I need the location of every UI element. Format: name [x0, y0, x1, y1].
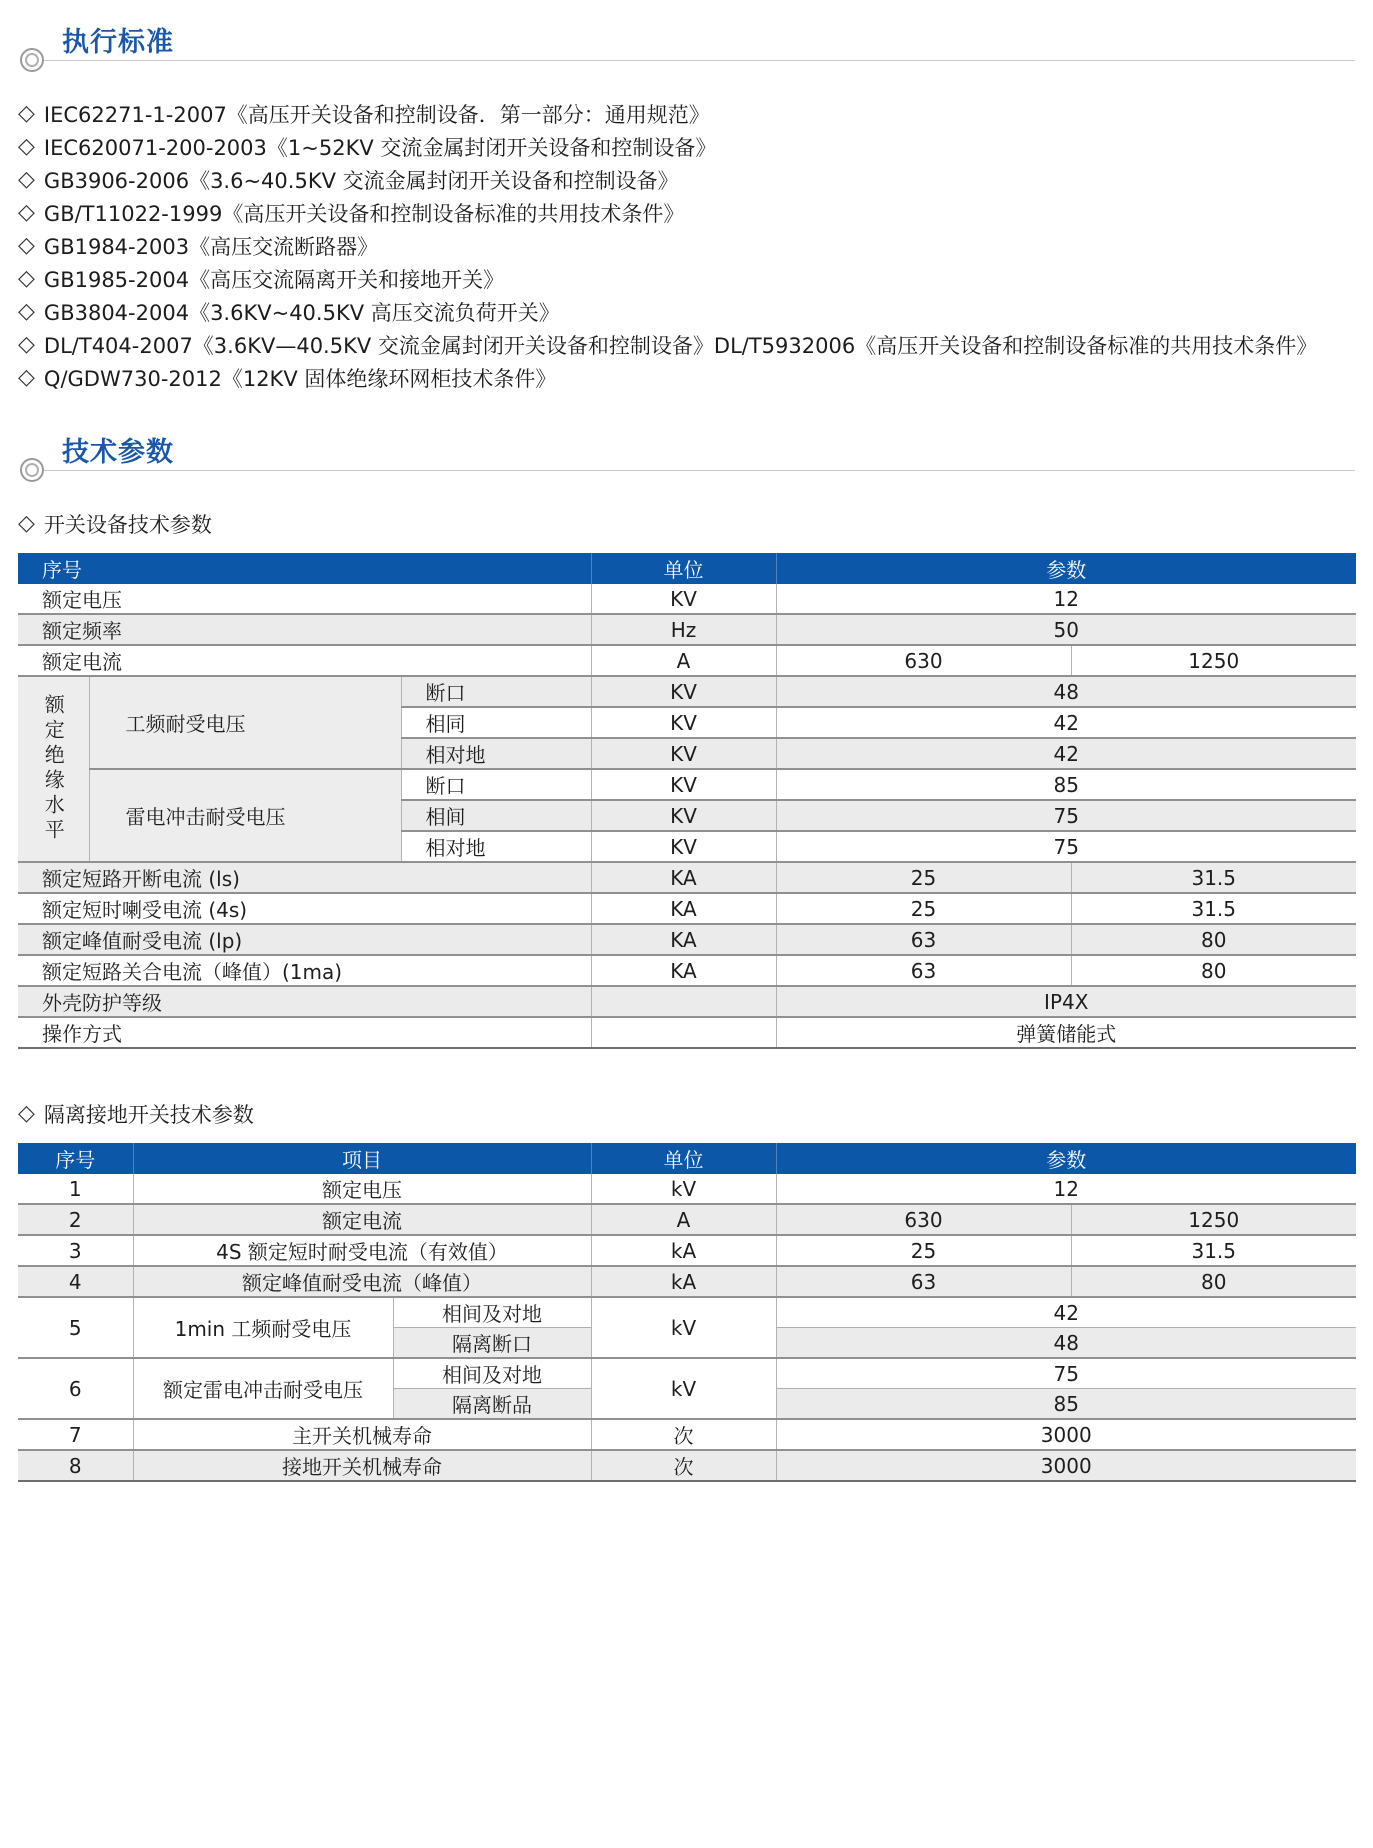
table-row: [18, 986, 1356, 1017]
list-item: [18, 229, 1355, 262]
cell-sub-item: 相间及对地: [393, 1358, 591, 1389]
standard-text: Q/GDW730-2012《12KV 固体绝缘环网柜技术条件》: [43, 366, 557, 391]
cell-label: 额定短时喇受电流 (4s): [18, 893, 591, 924]
cell-no: 1: [68, 1176, 82, 1201]
cell-unit: kA: [591, 1266, 776, 1297]
cell-unit: kV: [591, 1358, 776, 1419]
diamond-bullet-icon: ◇: [18, 265, 35, 291]
vertical-label: 额定绝缘水平: [41, 694, 66, 844]
list-item: [18, 262, 1355, 295]
list-item: [18, 328, 1355, 361]
standard-text: GB1985-2004《高压交流隔离开关和接地开关》: [43, 267, 505, 292]
cell-unit: KV: [591, 676, 776, 707]
cell-value: 630: [776, 645, 1071, 676]
cell-label: 额定频率: [18, 614, 591, 645]
table-row: [18, 1450, 1356, 1481]
cell-item: 4S 额定短时耐受电流（有效值）: [133, 1235, 591, 1266]
cell-label: 额定短路开断电流 (ls): [18, 862, 591, 893]
cell-label: 操作方式: [18, 1017, 591, 1048]
table-row: [18, 676, 1356, 707]
cell-item: 接地开关机械寿命: [133, 1450, 591, 1481]
cell-unit: 次: [591, 1450, 776, 1481]
cell-value: 3000: [776, 1450, 1356, 1481]
table-row: [18, 955, 1356, 986]
cell-value: 80: [1071, 955, 1356, 986]
diamond-bullet-icon: ◇: [18, 511, 35, 536]
table-row: [18, 584, 1356, 614]
diamond-bullet-icon: ◇: [18, 232, 35, 258]
diamond-bullet-icon: ◇: [18, 166, 35, 192]
cell-unit: KV: [591, 769, 776, 800]
standard-text: IEC62271-1-2007《高压开关设备和控制设备．第一部分：通用规范》: [43, 102, 710, 127]
diamond-bullet-icon: ◇: [18, 298, 35, 324]
cell-no: 6: [18, 1358, 133, 1419]
diamond-bullet-icon: ◇: [18, 100, 35, 126]
cell-sub-item: 隔离断品: [393, 1389, 591, 1420]
cell-value: 80: [1071, 924, 1356, 955]
cell-unit: kV: [591, 1297, 776, 1358]
header-param: 参数: [776, 1143, 1356, 1174]
table-row: [18, 1419, 1356, 1450]
cell-no: 5: [18, 1297, 133, 1358]
list-item: [18, 196, 1355, 229]
table-row: [18, 1174, 1356, 1204]
cell-label: 外壳防护等级: [18, 986, 591, 1017]
cell-unit: Hz: [591, 614, 776, 645]
list-item: [18, 295, 1355, 328]
cell-value: IP4X: [776, 986, 1356, 1017]
cell-no: 3: [18, 1235, 133, 1266]
cell-value: 弹簧储能式: [776, 1017, 1356, 1048]
cell-value: 48: [776, 676, 1356, 707]
diamond-bullet-icon: ◇: [18, 199, 35, 225]
cell-unit: KV: [591, 831, 776, 862]
cell-value: 63: [776, 955, 1071, 986]
cell-unit: A: [591, 1204, 776, 1235]
cell-value: 63: [776, 1266, 1071, 1297]
standard-text: GB/T11022-1999《高压开关设备和控制设备标准的共用技术条件》: [43, 201, 685, 226]
cell-group-name: 1min 工频耐受电压: [133, 1297, 393, 1358]
list-item: [18, 130, 1355, 163]
cell-no: 7: [18, 1419, 133, 1450]
cell-value: 42: [776, 1297, 1356, 1328]
cell-group-name: 雷电冲击耐受电压: [89, 769, 401, 862]
tech-title: 技术参数: [62, 437, 174, 468]
cell-value: 50: [776, 614, 1356, 645]
switchgear-table: [18, 553, 1356, 1049]
cell-value: 75: [776, 831, 1356, 862]
ring-icon: [20, 48, 44, 72]
cell-unit: KA: [591, 924, 776, 955]
cell-value: 3000: [776, 1419, 1356, 1450]
table-row: [18, 645, 1356, 676]
cell-sub-item: 相对地: [401, 738, 591, 769]
cell-value: 63: [776, 924, 1071, 955]
cell-unit: KA: [591, 893, 776, 924]
cell-value: 630: [776, 1204, 1071, 1235]
cell-value: 1250: [1071, 1204, 1356, 1235]
standard-text: DL/T404-2007《3.6KV—40.5KV 交流金属封闭开关设备和控制设备》DL/T5932006《高压开关设备和控制设备标准的共用技术条件》: [43, 333, 1318, 358]
cell-no: 4: [18, 1266, 133, 1297]
standards-list: [18, 97, 1355, 394]
table-row: [18, 614, 1356, 645]
cell-item: 额定峰值耐受电流（峰值）: [133, 1266, 591, 1297]
cell-group-name: 工频耐受电压: [89, 676, 401, 769]
cell-label: 额定电压: [42, 588, 122, 612]
list-item: [18, 361, 1355, 394]
standards-rule: [18, 47, 1355, 73]
isolator-table: [18, 1143, 1356, 1482]
table-row: [18, 1204, 1356, 1235]
cell-item: 额定电压: [133, 1174, 591, 1204]
cell-insulation-level: [18, 676, 89, 862]
cell-sub-item: 相间: [401, 800, 591, 831]
cell-no: 2: [18, 1204, 133, 1235]
cell-value: 25: [776, 1235, 1071, 1266]
cell-value: 12: [776, 1174, 1356, 1204]
cell-unit: kA: [591, 1235, 776, 1266]
cell-value: 80: [1071, 1266, 1356, 1297]
table-row: [18, 893, 1356, 924]
cell-sub-item: 相同: [401, 707, 591, 738]
cell-value: 85: [776, 1389, 1356, 1420]
table-row: [18, 1266, 1356, 1297]
standards-section-header: [18, 26, 1355, 73]
table-row: [18, 1297, 1356, 1328]
rule-line: [44, 470, 1355, 471]
cell-no: 8: [18, 1450, 133, 1481]
diamond-bullet-icon: ◇: [18, 1101, 35, 1126]
cell-value: 48: [776, 1328, 1356, 1359]
cell-value: 31.5: [1071, 862, 1356, 893]
cell-value: 42: [776, 738, 1356, 769]
cell-sub-item: 相对地: [401, 831, 591, 862]
cell-unit: KV: [591, 584, 776, 614]
standard-text: GB1984-2003《高压交流断路器》: [43, 234, 379, 259]
standard-text: IEC620071-200-2003《1~52KV 交流金属封闭开关设备和控制设备》: [43, 135, 717, 160]
cell-value: 42: [776, 707, 1356, 738]
cell-sub-item: 断口: [401, 769, 591, 800]
header-param: 参数: [776, 553, 1356, 584]
cell-item: 主开关机械寿命: [133, 1419, 591, 1450]
switchgear-subtitle: [18, 509, 1355, 539]
tech-section-header: [18, 436, 1355, 483]
cell-label: 额定短路关合电流（峰值）(1ma): [18, 955, 591, 986]
diamond-bullet-icon: ◇: [18, 133, 35, 159]
rule-line: [44, 60, 1355, 61]
isolator-subtitle: [18, 1099, 1355, 1129]
cell-unit: KV: [591, 707, 776, 738]
cell-sub-item: 隔离断口: [393, 1328, 591, 1359]
cell-unit: KV: [591, 738, 776, 769]
standards-title: 执行标准: [62, 27, 174, 58]
cell-value: 75: [776, 800, 1356, 831]
cell-label: 额定峰值耐受电流 (lp): [18, 924, 591, 955]
cell-value: 25: [776, 893, 1071, 924]
cell-unit: [591, 986, 776, 1017]
cell-unit: KA: [591, 955, 776, 986]
table-row: [18, 1358, 1356, 1389]
ring-icon: [20, 458, 44, 482]
subtitle-text: 开关设备技术参数: [43, 513, 212, 537]
table-row: [18, 1017, 1356, 1048]
header-unit: 单位: [591, 1143, 776, 1174]
table-row: [18, 924, 1356, 955]
cell-sub-item: 断口: [401, 676, 591, 707]
table-row: [18, 1235, 1356, 1266]
cell-value: 31.5: [1071, 893, 1356, 924]
diamond-bullet-icon: ◇: [18, 331, 35, 357]
cell-value: 31.5: [1071, 1235, 1356, 1266]
cell-value: 75: [776, 1358, 1356, 1389]
diamond-bullet-icon: ◇: [18, 364, 35, 390]
standard-text: GB3906-2006《3.6~40.5KV 交流金属封闭开关设备和控制设备》: [43, 168, 679, 193]
header-unit: 单位: [591, 553, 776, 584]
cell-sub-item: 相间及对地: [393, 1297, 591, 1328]
cell-item: 额定电流: [133, 1204, 591, 1235]
cell-value: 1250: [1071, 645, 1356, 676]
table-header-row: [18, 553, 1356, 584]
header-no: 序号: [18, 1143, 133, 1174]
standard-text: GB3804-2004《3.6KV~40.5KV 高压交流负荷开关》: [43, 300, 560, 325]
cell-unit: kV: [591, 1174, 776, 1204]
cell-group-name: 额定雷电冲击耐受电压: [133, 1358, 393, 1419]
table-header-row: [18, 1143, 1356, 1174]
cell-unit: [591, 1017, 776, 1048]
cell-unit: KV: [591, 800, 776, 831]
subtitle-text: 隔离接地开关技术参数: [43, 1103, 254, 1127]
cell-value: 12: [776, 584, 1356, 614]
list-item: [18, 97, 1355, 130]
header-no: 序号: [18, 553, 591, 584]
cell-value: 85: [776, 769, 1356, 800]
table-row: [18, 862, 1356, 893]
cell-unit: 次: [591, 1419, 776, 1450]
cell-unit: A: [591, 645, 776, 676]
table-row: [18, 769, 1356, 800]
header-item: 项目: [133, 1143, 591, 1174]
cell-label: 额定电流: [18, 645, 591, 676]
tech-rule: [18, 457, 1355, 483]
cell-value: 25: [776, 862, 1071, 893]
list-item: [18, 163, 1355, 196]
cell-unit: KA: [591, 862, 776, 893]
